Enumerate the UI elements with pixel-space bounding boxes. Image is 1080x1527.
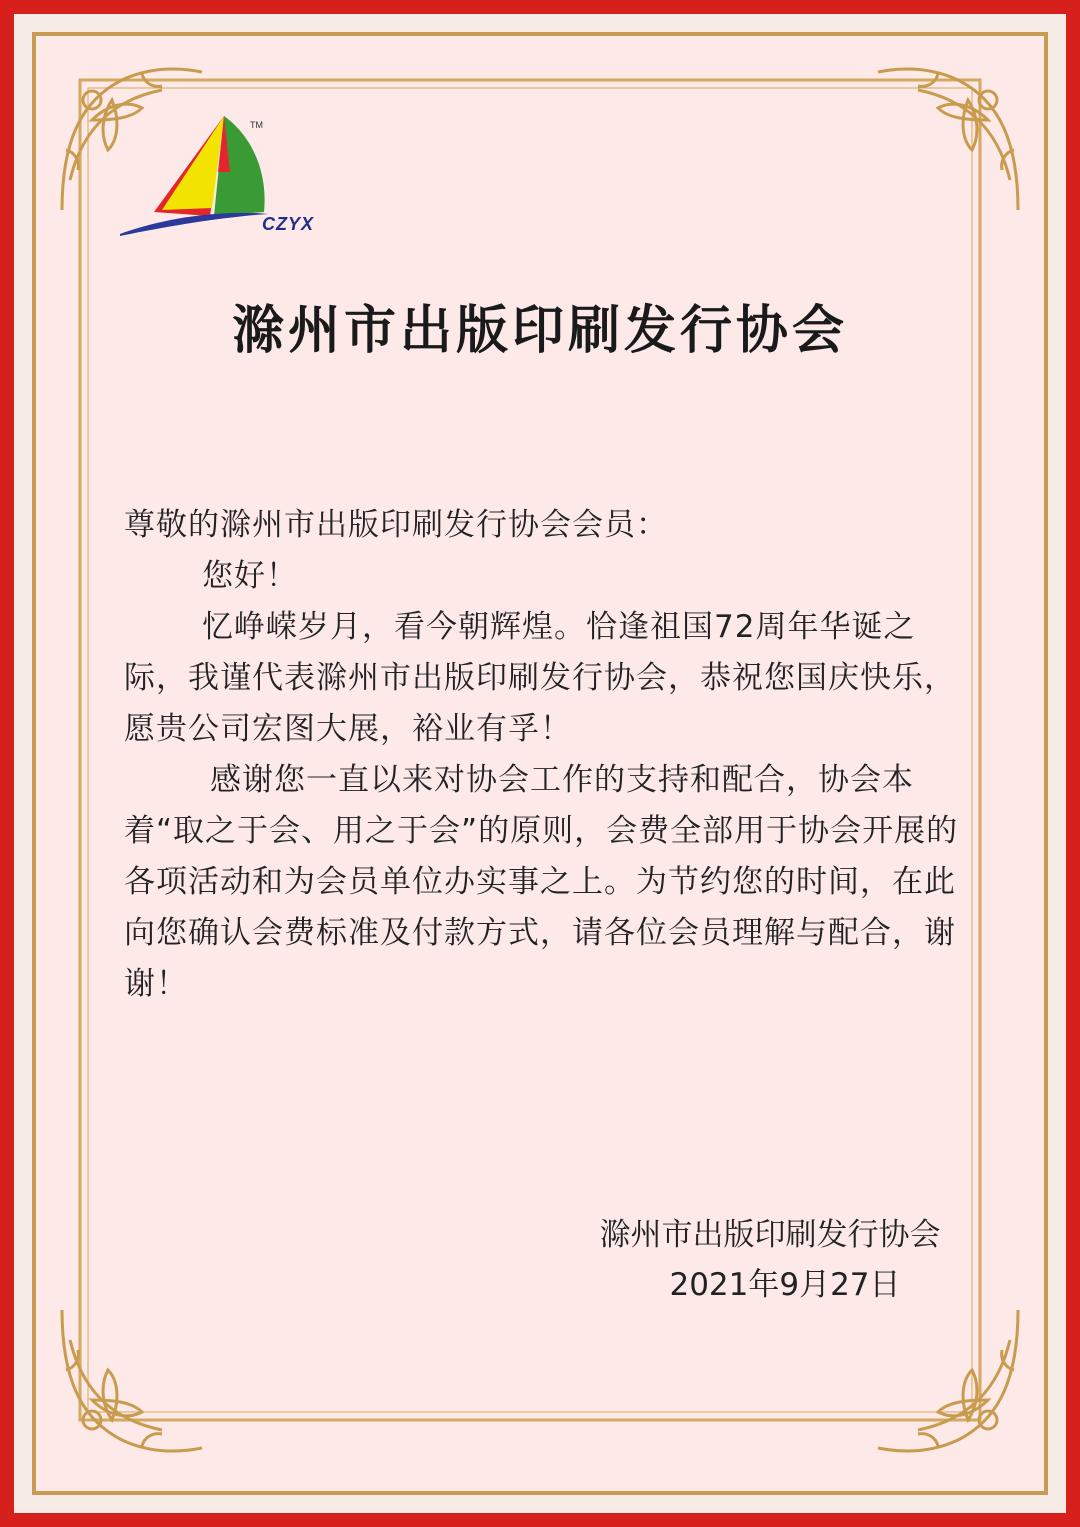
trademark-mark: TM [250, 120, 263, 130]
signature-date: 2021年9月27日 [669, 1267, 901, 1303]
signature-organization: 滁州市出版印刷发行协会 [599, 1217, 941, 1253]
letter-body [124, 500, 969, 1010]
paragraph-2: 感谢您一直以来对协会工作的支持和配合，协会本着“取之于会、用之于会”的原则，会费全部用于协会开展的各项活动和为会员单位办实事之上。为节约您的时间，在此向您确认会费标准及付款方式，请各位会员理解与配合，谢谢！ [124, 762, 959, 1002]
corner-ornament-bottom-right [868, 1300, 1028, 1460]
signature-block [560, 1210, 980, 1310]
page-title: 滁州市出版印刷发行协会 [231, 301, 848, 361]
corner-ornament-bottom-left [52, 1300, 212, 1460]
greeting: 您好！ [202, 558, 298, 594]
salutation: 尊敬的滁州市出版印刷发行协会会员： [124, 507, 668, 543]
corner-ornament-top-right [868, 60, 1028, 220]
logo-brand-text: CZYX [262, 214, 315, 234]
paragraph-1: 忆峥嵘岁月，看今朝辉煌。恰逢祖国72周年华诞之际，我谨代表滁州市出版印刷发行协会，恭祝您国庆快乐，愿贵公司宏图大展，裕业有孚！ [124, 609, 956, 747]
